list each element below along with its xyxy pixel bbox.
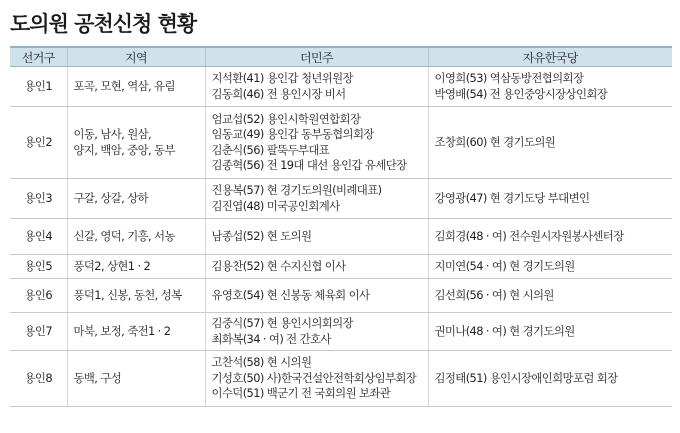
region-cell: [67, 107, 205, 179]
district-cell-line: 용인3: [24, 190, 52, 205]
district-cell-line: 용인6: [24, 287, 52, 302]
region-cell: [67, 279, 205, 313]
lkp-candidates-cell-line: 김정태(51) 용인시장애인희망포럼 회장: [434, 370, 618, 385]
dem-candidates-cell-line: 남종섭(52) 현 도의원: [211, 228, 312, 243]
district-cell: [10, 219, 67, 255]
table-row: [10, 107, 672, 179]
table-header-row: [10, 47, 672, 67]
dem-candidates-cell-line: 진용복(57) 현 경기도의원(비례대표): [211, 183, 382, 197]
table-row: [10, 219, 672, 255]
district-cell: [10, 279, 67, 313]
lkp-candidates-cell: [428, 67, 672, 107]
candidate-table: [10, 46, 672, 407]
lkp-candidates-cell: [428, 107, 672, 179]
table-row: [10, 67, 672, 107]
header-lkp: 자유한국당: [428, 47, 672, 67]
dem-candidates-cell: [205, 107, 428, 179]
lkp-candidates-cell: [428, 179, 672, 219]
lkp-candidates-cell-line: 강영광(47) 현 경기도당 부대변인: [434, 190, 590, 205]
dem-candidates-cell: [205, 179, 428, 219]
dem-candidates-cell-line: 엄교섭(52) 용인시학원연합회장: [211, 111, 361, 126]
table-row: [10, 279, 672, 313]
region-cell-line: 구갈, 상갈, 상하: [73, 190, 149, 205]
district-cell: [10, 179, 67, 219]
dem-candidates-cell-line: 유영호(54) 현 신봉동 체육회 이사: [211, 287, 370, 302]
lkp-candidates-cell-line: 박영배(54) 전 용인중앙시장상인회장: [434, 86, 608, 101]
table-row: [10, 351, 672, 407]
district-cell-line: 용인4: [24, 228, 52, 243]
header-dem: 더민주: [205, 47, 428, 67]
region-cell-line: 마북, 보정, 죽전1 · 2: [73, 323, 171, 338]
lkp-candidates-cell: [428, 351, 672, 407]
lkp-candidates-cell-line: 김선희(56 · 여) 현 시의원: [434, 287, 554, 302]
lkp-candidates-cell-line: 조창희(60) 현 경기도의원: [434, 134, 556, 149]
region-cell-line: 양지, 백암, 중앙, 동부: [73, 142, 175, 157]
district-cell-line: 용인7: [24, 323, 52, 338]
dem-candidates-cell-line: 김종혁(56) 전 19대 대선 용인갑 유세단장: [211, 158, 407, 172]
dem-candidates-cell-line: 고찬석(58) 현 시의원: [211, 355, 312, 370]
district-cell: [10, 351, 67, 407]
dem-candidates-cell-line: 기성호(50) 사)한국건설안전학회상임부회장: [211, 370, 417, 385]
region-cell-line: 풍덕2, 상현1 · 2: [73, 258, 151, 273]
lkp-candidates-cell: [428, 279, 672, 313]
district-cell: [10, 255, 67, 279]
region-cell-line: 풍덕1, 신봉, 동천, 성복: [73, 287, 182, 302]
dem-candidates-cell-line: 김진엽(48) 미국공인회계사: [211, 198, 340, 213]
dem-candidates-cell: [205, 67, 428, 107]
page-title: 도의원 공천신청 현황: [10, 12, 197, 36]
lkp-candidates-cell-line: 이영희(53) 역삼동방전협의회장: [434, 71, 584, 85]
header-region: 지역: [67, 47, 205, 67]
region-cell: [67, 67, 205, 107]
dem-candidates-cell-line: 김동희(46) 전 용인시장 비서: [211, 86, 346, 101]
lkp-candidates-cell-line: 김희경(48 · 여) 전수원시자원봉사센터장: [434, 228, 624, 243]
table-row: [10, 255, 672, 279]
lkp-candidates-cell-line: 권미나(48 · 여) 현 경기도의원: [434, 323, 575, 338]
lkp-candidates-cell-line: 지미연(54 · 여) 현 경기도의원: [434, 258, 575, 273]
lkp-candidates-cell: [428, 255, 672, 279]
region-cell-line: 이동, 남사, 원삼,: [73, 127, 152, 141]
dem-candidates-cell: [205, 255, 428, 279]
table-row: [10, 313, 672, 351]
region-cell: [67, 179, 205, 219]
dem-candidates-cell-line: 지석환(41) 용인갑 청년위원장: [211, 71, 353, 85]
table-row: [10, 179, 672, 219]
region-cell: [67, 219, 205, 255]
dem-candidates-cell-line: 김중식(57) 현 용인시의회의장: [211, 316, 353, 330]
dem-candidates-cell: [205, 279, 428, 313]
header-district: 선거구: [10, 47, 67, 67]
dem-candidates-cell: [205, 313, 428, 351]
district-cell-line: 용인5: [24, 258, 52, 273]
dem-candidates-cell-line: 임동교(49) 용인갑 동부동협의회장: [211, 127, 374, 141]
dem-candidates-cell-line: 김춘식(56) 팔뚝두부대표: [211, 142, 330, 157]
region-cell-line: 신갈, 영덕, 기흥, 서농: [73, 228, 175, 243]
district-cell-line: 용인1: [24, 78, 52, 93]
district-cell: [10, 313, 67, 351]
district-cell-line: 용인8: [24, 370, 52, 385]
lkp-candidates-cell: [428, 313, 672, 351]
dem-candidates-cell: [205, 219, 428, 255]
region-cell: [67, 351, 205, 407]
region-cell-line: 포곡, 모현, 역삼, 유림: [73, 78, 175, 93]
dem-candidates-cell: [205, 351, 428, 407]
dem-candidates-cell-line: 최화복(34 · 여) 전 간호사: [211, 331, 331, 346]
lkp-candidates-cell: [428, 219, 672, 255]
district-cell: [10, 67, 67, 107]
region-cell: [67, 313, 205, 351]
district-cell-line: 용인2: [24, 134, 52, 149]
district-cell: [10, 107, 67, 179]
dem-candidates-cell-line: 김용찬(52) 현 수지신협 이사: [211, 258, 346, 273]
region-cell: [67, 255, 205, 279]
region-cell-line: 동백, 구성: [73, 370, 122, 385]
dem-candidates-cell-line: 이수덕(51) 백군기 전 국회의원 보좌관: [211, 386, 391, 401]
